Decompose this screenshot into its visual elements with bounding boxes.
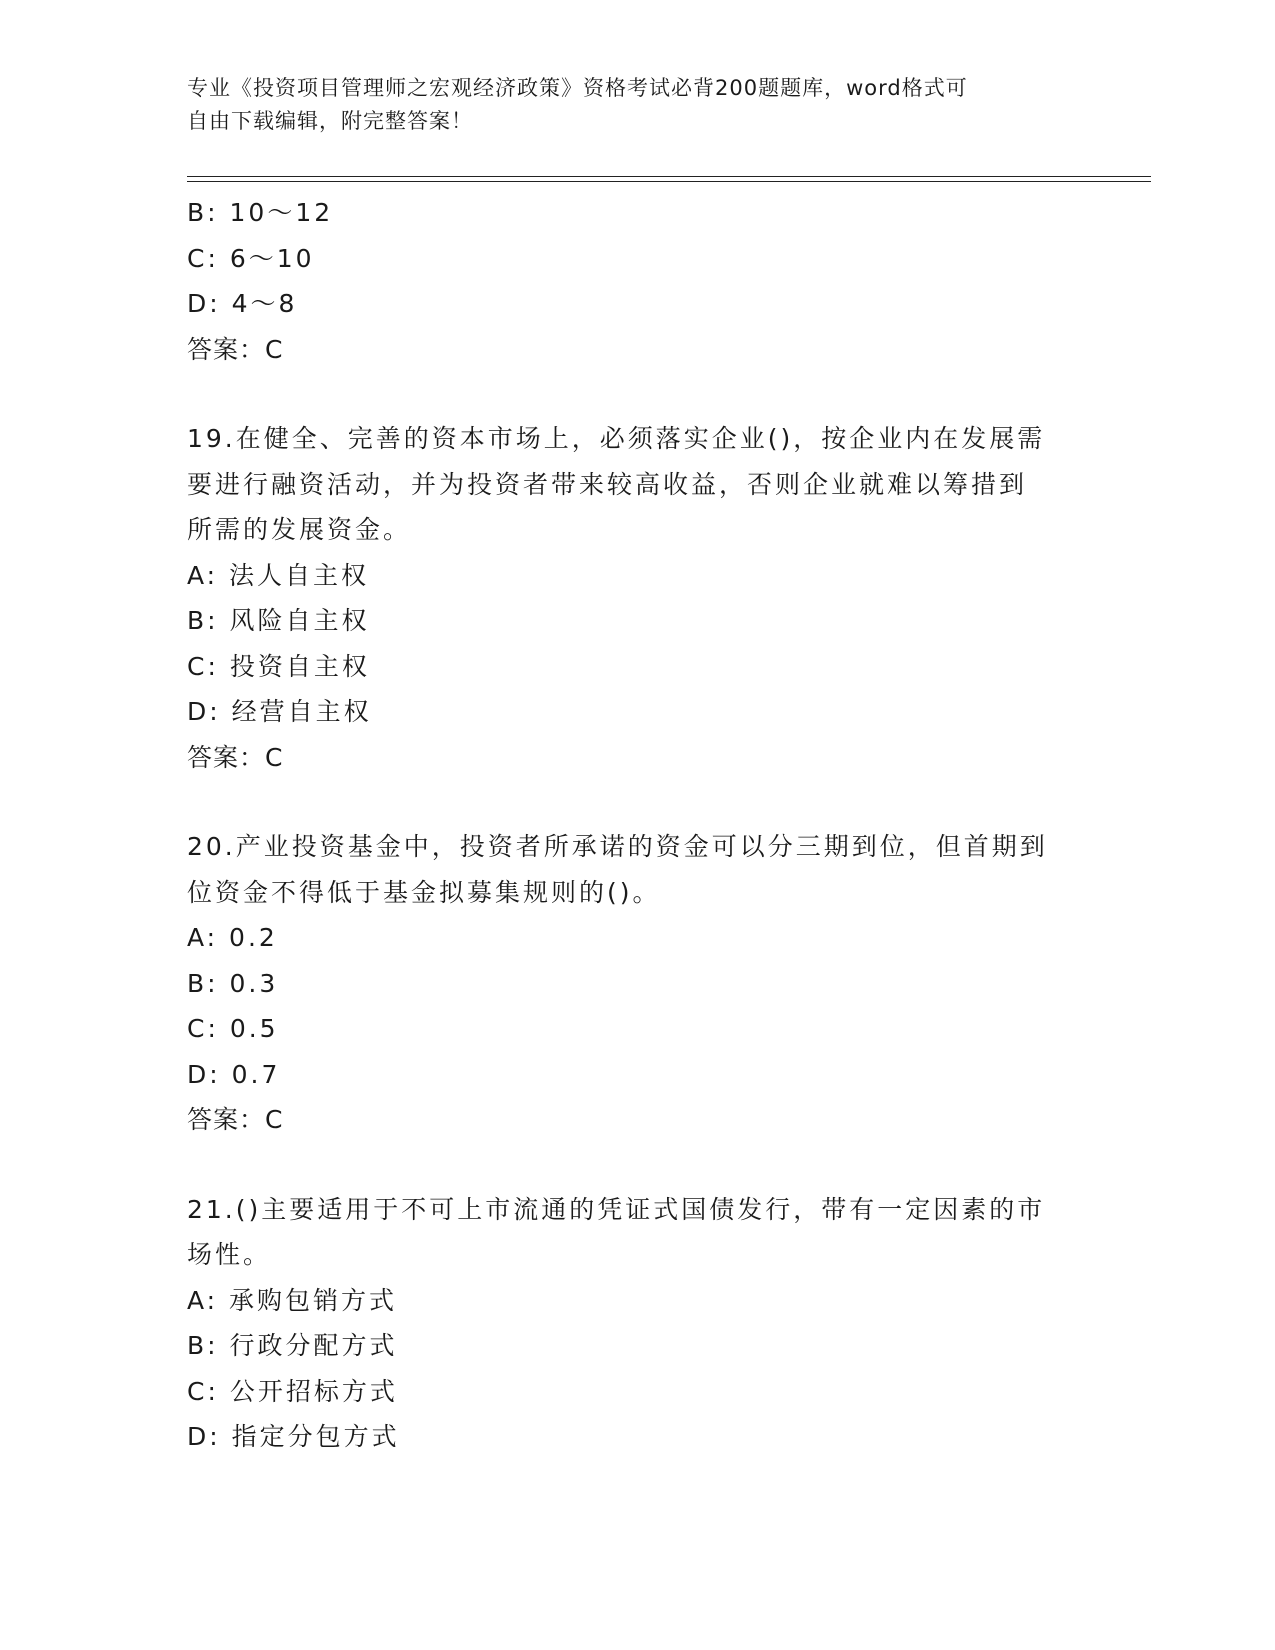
answer: 答案：C bbox=[187, 334, 284, 364]
header-rule-top bbox=[187, 176, 1151, 177]
question-19 bbox=[187, 416, 1087, 780]
option-d: D: 0.7 bbox=[187, 1059, 281, 1089]
header-line-1: 专业《投资项目管理师之宏观经济政策》资格考试必背200题题库，word格式可 bbox=[187, 76, 968, 100]
option-a: A: 法人自主权 bbox=[187, 560, 370, 590]
option-c: C: 6～10 bbox=[187, 243, 315, 273]
option-b: B: 风险自主权 bbox=[187, 606, 370, 635]
option-b: B: 行政分配方式 bbox=[187, 1331, 398, 1360]
option-c: C: 投资自主权 bbox=[187, 651, 370, 681]
option-d: D: 经营自主权 bbox=[187, 697, 372, 726]
question-text-line: 要进行融资活动，并为投资者带来较高收益，否则企业就难以筹措到 bbox=[187, 469, 1028, 499]
document-header bbox=[187, 72, 1067, 138]
option-b: B: 10～12 bbox=[187, 198, 334, 227]
option-a: A: 承购包销方式 bbox=[187, 1285, 398, 1315]
option-a: A: 0.2 bbox=[187, 923, 278, 952]
question-text-line: 所需的发展资金。 bbox=[187, 515, 412, 544]
question-18-continued bbox=[187, 190, 1087, 372]
question-text-line: 场性。 bbox=[187, 1240, 272, 1269]
option-b: B: 0.3 bbox=[187, 968, 279, 998]
option-d: D: 4～8 bbox=[187, 289, 298, 318]
header-rule-bottom bbox=[187, 181, 1151, 182]
answer: 答案：C bbox=[187, 742, 284, 772]
spacer bbox=[187, 780, 1087, 824]
option-c: C: 0.5 bbox=[187, 1014, 279, 1043]
question-21 bbox=[187, 1187, 1087, 1460]
question-text-line: 位资金不得低于基金拟募集规则的()。 bbox=[187, 877, 661, 907]
spacer bbox=[187, 1143, 1087, 1187]
question-text-line: 21.()主要适用于不可上市流通的凭证式国债发行，带有一定因素的市 bbox=[187, 1194, 1046, 1224]
question-text-line: 20.产业投资基金中，投资者所承诺的资金可以分三期到位，但首期到 bbox=[187, 832, 1048, 861]
spacer bbox=[187, 372, 1087, 416]
answer: 答案：C bbox=[187, 1105, 284, 1134]
header-line-2: 自由下载编辑，附完整答案！ bbox=[187, 109, 473, 133]
option-d: D: 指定分包方式 bbox=[187, 1422, 400, 1451]
option-c: C: 公开招标方式 bbox=[187, 1376, 398, 1406]
question-20 bbox=[187, 824, 1087, 1143]
question-text-line: 19.在健全、完善的资本市场上，必须落实企业()，按企业内在发展需 bbox=[187, 424, 1046, 453]
question-list bbox=[187, 190, 1087, 1460]
